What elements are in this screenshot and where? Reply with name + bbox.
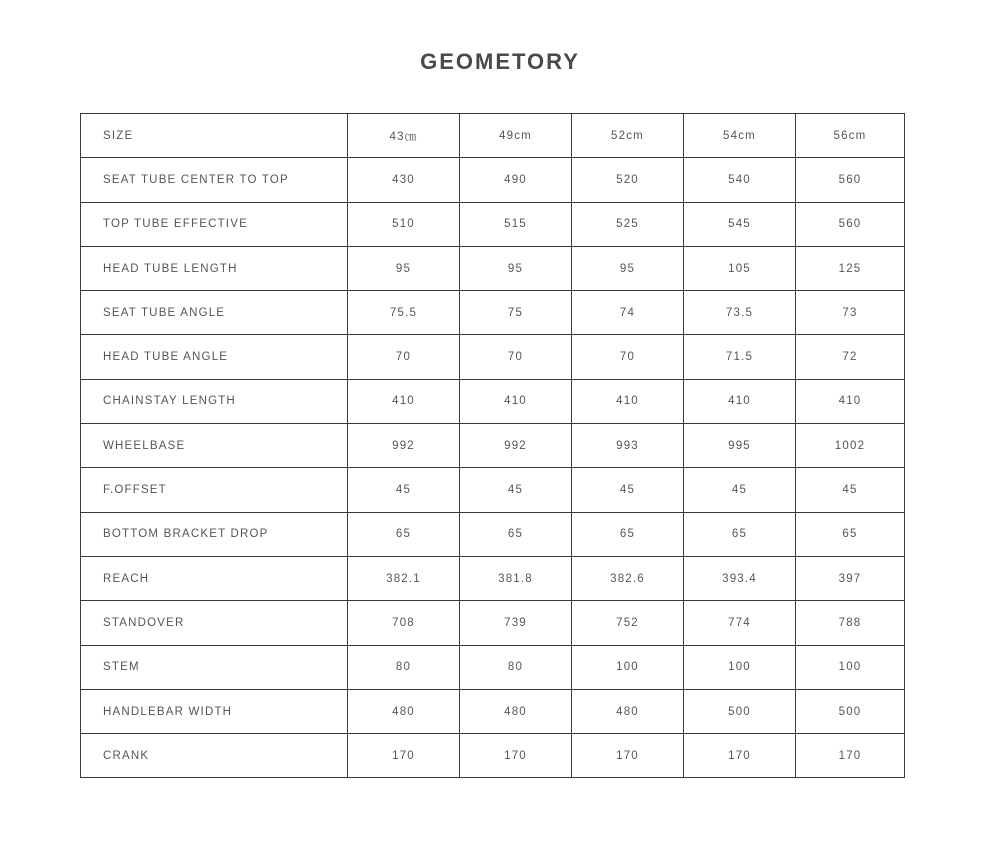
value-cell: 70 <box>460 335 572 379</box>
value-cell: 490 <box>460 158 572 202</box>
row-label-cell: SEAT TUBE CENTER TO TOP <box>81 158 348 202</box>
value-cell: 382.6 <box>572 556 684 600</box>
value-cell: 80 <box>348 645 460 689</box>
value-cell: 410 <box>796 379 905 423</box>
value-cell: 95 <box>348 246 460 290</box>
value-cell: 397 <box>796 556 905 600</box>
value-cell: 500 <box>684 689 796 733</box>
table-row <box>81 379 905 423</box>
value-cell: 708 <box>348 601 460 645</box>
table-row <box>81 468 905 512</box>
value-cell: 1002 <box>796 424 905 468</box>
value-cell: 73.5 <box>684 291 796 335</box>
value-cell: 540 <box>684 158 796 202</box>
row-label-cell: STEM <box>81 645 348 689</box>
value-cell: 992 <box>348 424 460 468</box>
value-cell: 560 <box>796 202 905 246</box>
table-row <box>81 246 905 290</box>
value-cell: 515 <box>460 202 572 246</box>
value-cell: 410 <box>684 379 796 423</box>
value-cell: 65 <box>572 512 684 556</box>
value-cell: 73 <box>796 291 905 335</box>
value-cell: 480 <box>348 689 460 733</box>
row-label-cell: CRANK <box>81 734 348 778</box>
row-label-cell: HANDLEBAR WIDTH <box>81 689 348 733</box>
header-row <box>81 114 905 158</box>
value-cell: 65 <box>348 512 460 556</box>
value-cell: 45 <box>796 468 905 512</box>
table-row <box>81 424 905 468</box>
value-cell: 381.8 <box>460 556 572 600</box>
value-cell: 75 <box>460 291 572 335</box>
value-cell: 125 <box>796 246 905 290</box>
value-cell: 70 <box>348 335 460 379</box>
table-row <box>81 645 905 689</box>
value-cell: 80 <box>460 645 572 689</box>
row-label-cell: WHEELBASE <box>81 424 348 468</box>
value-cell: 105 <box>684 246 796 290</box>
row-label-cell: HEAD TUBE LENGTH <box>81 246 348 290</box>
value-cell: 45 <box>572 468 684 512</box>
value-cell: 520 <box>572 158 684 202</box>
value-cell: 752 <box>572 601 684 645</box>
value-cell: 65 <box>460 512 572 556</box>
geometry-table <box>80 113 905 778</box>
value-cell: 992 <box>460 424 572 468</box>
value-cell: 65 <box>684 512 796 556</box>
value-cell: 430 <box>348 158 460 202</box>
row-label-cell: STANDOVER <box>81 601 348 645</box>
value-cell: 45 <box>684 468 796 512</box>
row-label-cell: BOTTOM BRACKET DROP <box>81 512 348 556</box>
header-label-cell: SIZE <box>81 114 348 158</box>
row-label-cell: CHAINSTAY LENGTH <box>81 379 348 423</box>
value-cell: 560 <box>796 158 905 202</box>
table-row <box>81 202 905 246</box>
value-cell: 100 <box>796 645 905 689</box>
value-cell: 100 <box>572 645 684 689</box>
size-header-cell: 43㎝ <box>348 114 460 158</box>
size-header-cell: 52cm <box>572 114 684 158</box>
value-cell: 382.1 <box>348 556 460 600</box>
size-header-cell: 49cm <box>460 114 572 158</box>
geometry-table-body <box>81 158 905 778</box>
value-cell: 739 <box>460 601 572 645</box>
value-cell: 70 <box>572 335 684 379</box>
value-cell: 95 <box>460 246 572 290</box>
value-cell: 170 <box>684 734 796 778</box>
table-row <box>81 556 905 600</box>
row-label-cell: F.OFFSET <box>81 468 348 512</box>
value-cell: 170 <box>348 734 460 778</box>
value-cell: 480 <box>572 689 684 733</box>
value-cell: 410 <box>348 379 460 423</box>
value-cell: 410 <box>572 379 684 423</box>
row-label-cell: REACH <box>81 556 348 600</box>
value-cell: 993 <box>572 424 684 468</box>
value-cell: 510 <box>348 202 460 246</box>
table-row <box>81 158 905 202</box>
page-title: GEOMETORY <box>420 49 580 74</box>
row-label-cell: TOP TUBE EFFECTIVE <box>81 202 348 246</box>
value-cell: 72 <box>796 335 905 379</box>
value-cell: 500 <box>796 689 905 733</box>
value-cell: 100 <box>684 645 796 689</box>
value-cell: 75.5 <box>348 291 460 335</box>
table-row <box>81 335 905 379</box>
table-row <box>81 291 905 335</box>
table-row <box>81 689 905 733</box>
value-cell: 545 <box>684 202 796 246</box>
table-row <box>81 512 905 556</box>
value-cell: 525 <box>572 202 684 246</box>
value-cell: 95 <box>572 246 684 290</box>
value-cell: 74 <box>572 291 684 335</box>
value-cell: 65 <box>796 512 905 556</box>
value-cell: 45 <box>348 468 460 512</box>
table-row <box>81 601 905 645</box>
value-cell: 170 <box>572 734 684 778</box>
value-cell: 410 <box>460 379 572 423</box>
value-cell: 170 <box>460 734 572 778</box>
table-row <box>81 734 905 778</box>
value-cell: 480 <box>460 689 572 733</box>
value-cell: 788 <box>796 601 905 645</box>
size-header-cell: 54cm <box>684 114 796 158</box>
row-label-cell: SEAT TUBE ANGLE <box>81 291 348 335</box>
size-header-cell: 56cm <box>796 114 905 158</box>
row-label-cell: HEAD TUBE ANGLE <box>81 335 348 379</box>
value-cell: 774 <box>684 601 796 645</box>
value-cell: 995 <box>684 424 796 468</box>
value-cell: 71.5 <box>684 335 796 379</box>
value-cell: 393.4 <box>684 556 796 600</box>
value-cell: 45 <box>460 468 572 512</box>
value-cell: 170 <box>796 734 905 778</box>
